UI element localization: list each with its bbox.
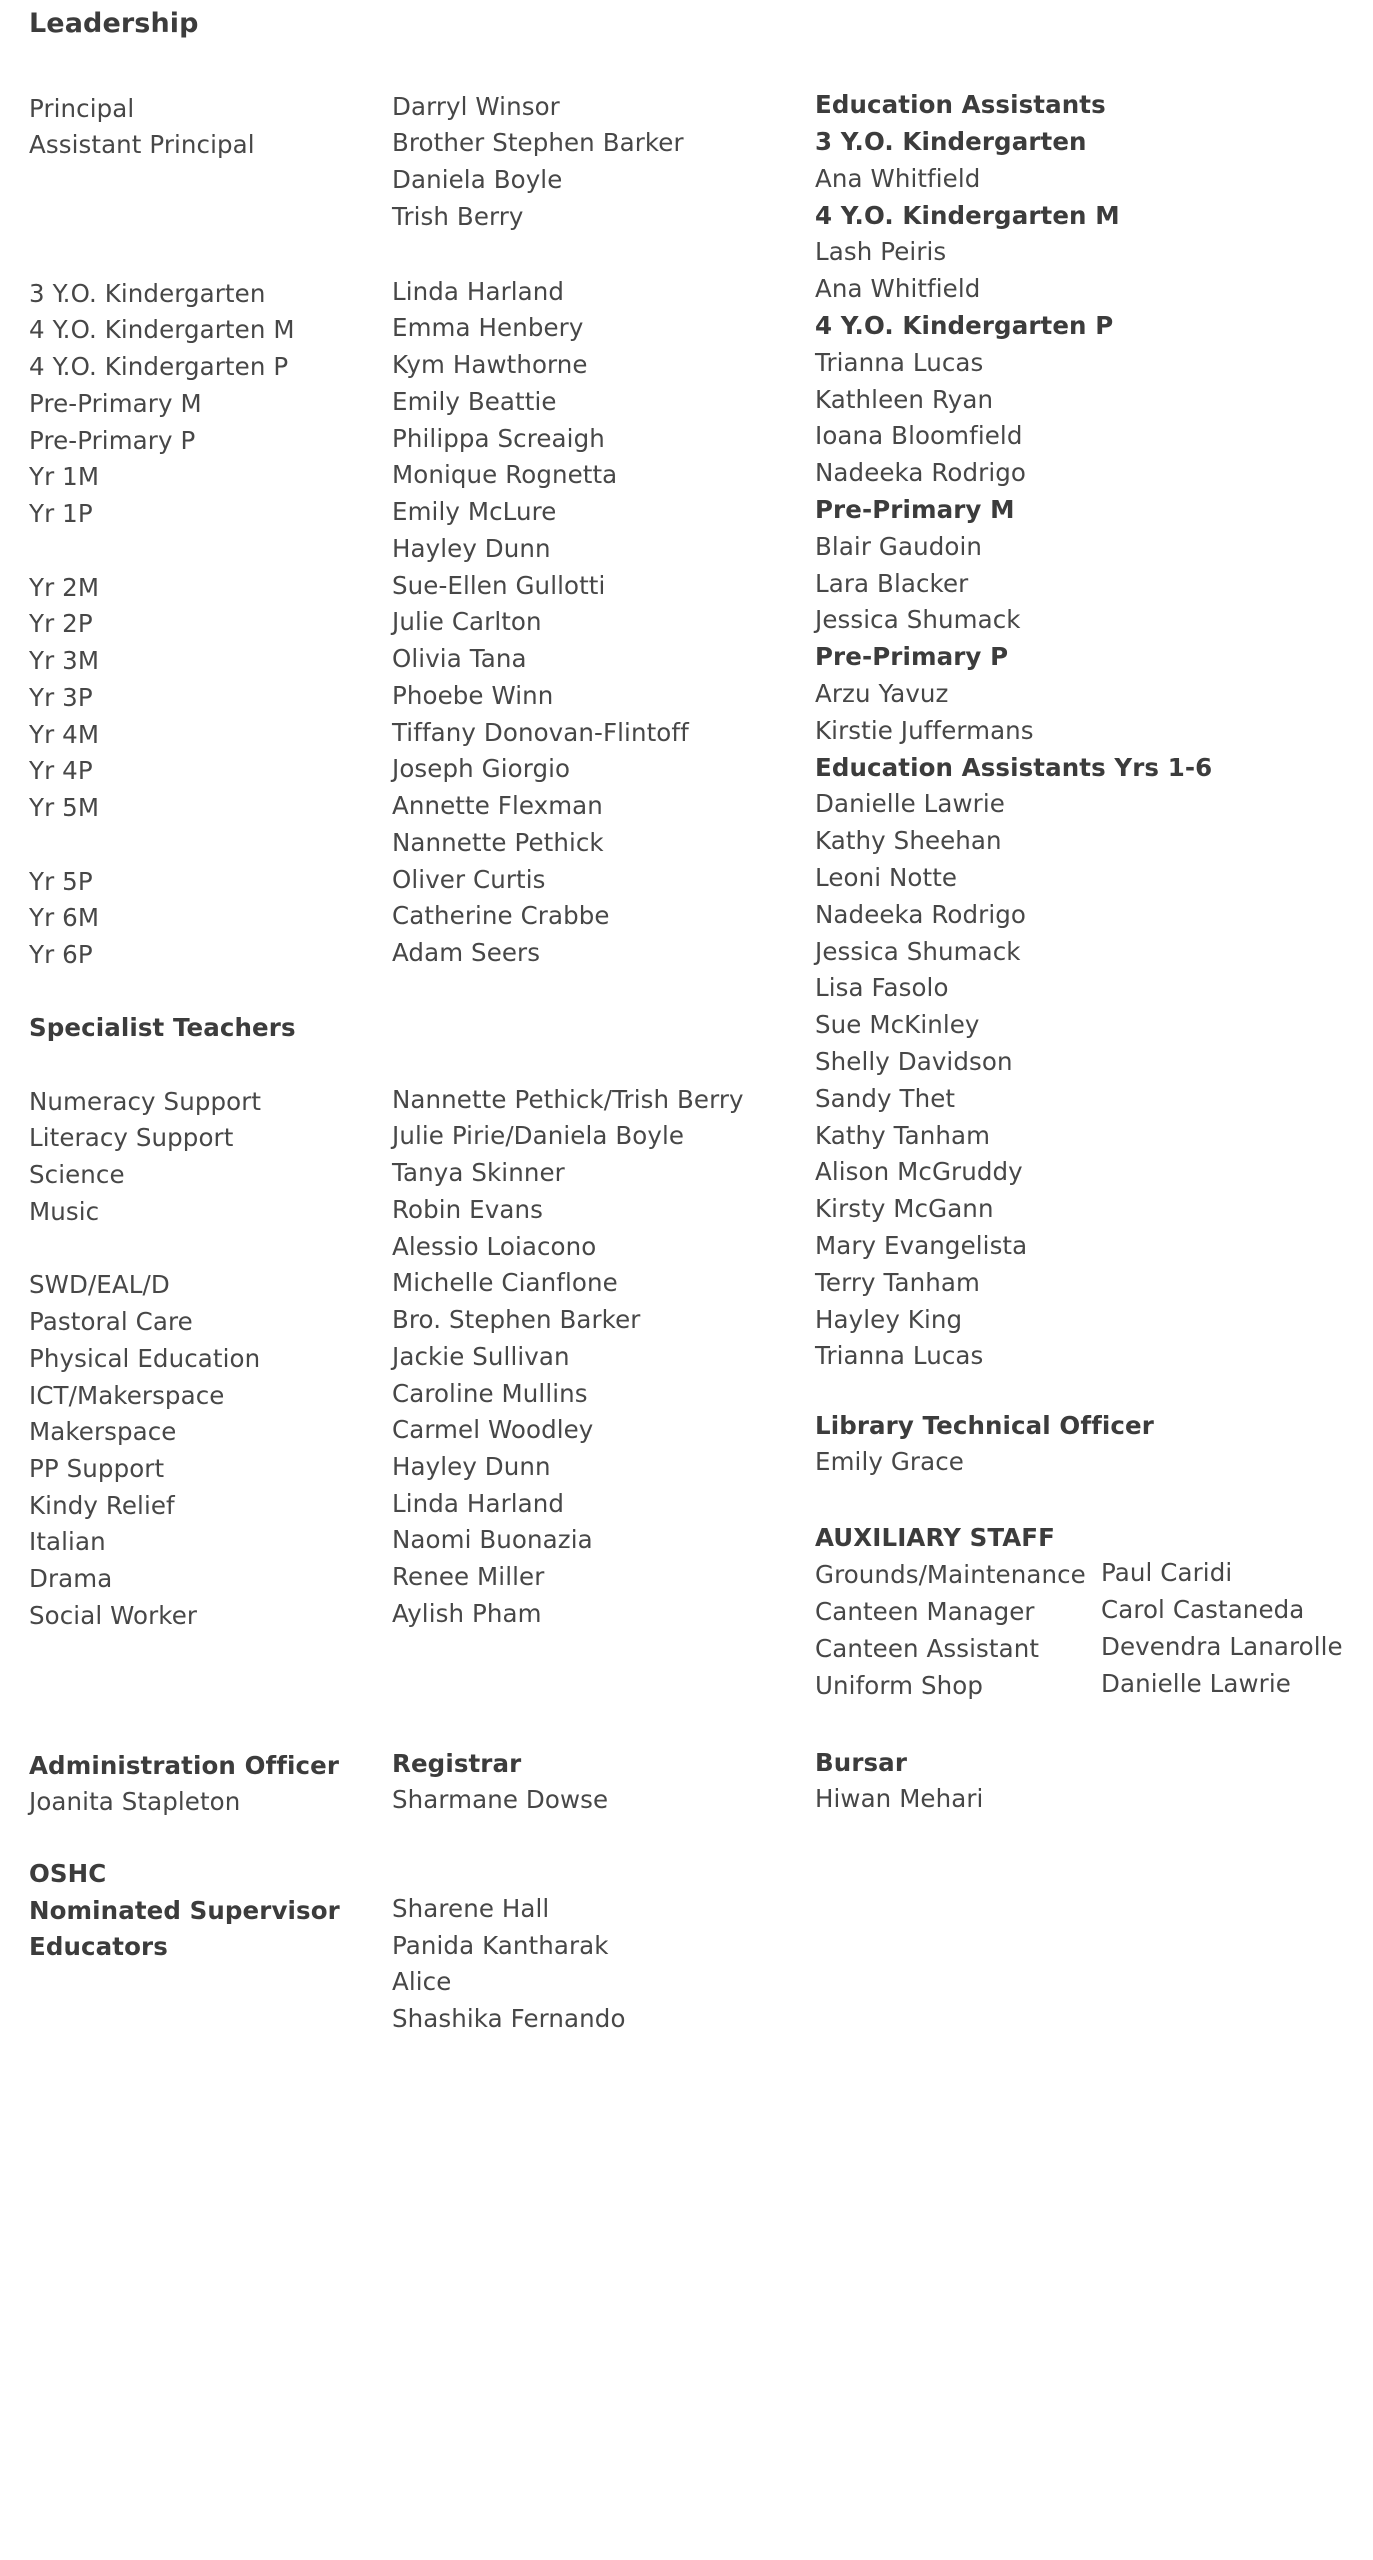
specialist-teacher: Jackie Sullivan — [392, 1342, 570, 1371]
auxiliary-role: Canteen Assistant — [815, 1634, 1040, 1663]
education-assistant-name: Mary Evangelista — [815, 1231, 1028, 1260]
specialist-subject: SWD/EAL/D — [29, 1270, 170, 1299]
specialist-teacher: Caroline Mullins — [392, 1379, 588, 1408]
library-heading: Library Technical Officer — [815, 1411, 1154, 1440]
oshc-educators-label: Educators — [29, 1932, 168, 1961]
class-teacher: Annette Flexman — [392, 791, 603, 820]
education-assistant-name: Trianna Lucas — [815, 348, 984, 377]
education-assistant-name: Ana Whitfield — [815, 274, 981, 303]
class-teacher: Monique Rognetta — [392, 460, 618, 489]
education-assistant-name: Alison McGruddy — [815, 1157, 1023, 1186]
class-label: Yr 3P — [29, 683, 93, 712]
oshc-name: Sharene Hall — [392, 1894, 550, 1923]
education-assistant-name: Kathleen Ryan — [815, 385, 994, 414]
library-officer-name: Emily Grace — [815, 1447, 964, 1476]
education-assistant-name: Shelly Davidson — [815, 1047, 1013, 1076]
education-assistants-heading: Education Assistants — [815, 90, 1106, 119]
class-label: 3 Y.O. Kindergarten — [29, 279, 266, 308]
education-assistant-name: Blair Gaudoin — [815, 532, 982, 561]
auxiliary-name: Devendra Lanarolle — [1101, 1632, 1343, 1661]
education-assistant-name: Jessica Shumack — [815, 605, 1021, 634]
class-label: 4 Y.O. Kindergarten M — [29, 315, 295, 344]
auxiliary-name: Carol Castaneda — [1101, 1595, 1305, 1624]
role-principal: Principal — [29, 94, 135, 123]
education-assistant-name: Sandy Thet — [815, 1084, 956, 1113]
oshc-name: Panida Kantharak — [392, 1931, 609, 1960]
specialist-teacher: Alessio Loiacono — [392, 1232, 597, 1261]
class-teacher: Adam Seers — [392, 938, 541, 967]
leadership-name: Darryl Winsor — [392, 92, 560, 121]
class-teacher: Oliver Curtis — [392, 865, 546, 894]
education-assistant-name: Lara Blacker — [815, 569, 969, 598]
oshc-heading: OSHC — [29, 1859, 107, 1888]
education-assistants-subheading: Education Assistants Yrs 1-6 — [815, 753, 1213, 782]
class-label: Yr 2M — [29, 573, 100, 602]
auxiliary-name: Danielle Lawrie — [1101, 1669, 1291, 1698]
oshc-name: Alice — [392, 1967, 452, 1996]
specialist-subject: Physical Education — [29, 1344, 261, 1373]
auxiliary-heading: AUXILIARY STAFF — [815, 1523, 1055, 1552]
bursar-name: Hiwan Mehari — [815, 1784, 984, 1813]
class-label: Pre-Primary M — [29, 389, 202, 418]
specialist-teacher: Tanya Skinner — [392, 1158, 565, 1187]
auxiliary-role: Grounds/Maintenance — [815, 1560, 1086, 1589]
specialist-teacher: Linda Harland — [392, 1489, 565, 1518]
admin-officer-name: Joanita Stapleton — [29, 1787, 241, 1816]
education-assistant-name: Leoni Notte — [815, 863, 958, 892]
specialist-teacher: Hayley Dunn — [392, 1452, 551, 1481]
education-assistants-subheading: Pre-Primary M — [815, 495, 1015, 524]
class-label: Yr 1P — [29, 499, 93, 528]
class-teacher: Joseph Giorgio — [392, 754, 571, 783]
education-assistants-subheading: 4 Y.O. Kindergarten M — [815, 201, 1120, 230]
role-assistant-principal: Assistant Principal — [29, 130, 255, 159]
specialist-heading: Specialist Teachers — [29, 1013, 296, 1042]
specialist-subject: ICT/Makerspace — [29, 1381, 225, 1410]
class-label: Yr 5P — [29, 867, 93, 896]
education-assistant-name: Nadeeka Rodrigo — [815, 458, 1026, 487]
specialist-subject: PP Support — [29, 1454, 165, 1483]
class-teacher: Emily McLure — [392, 497, 557, 526]
specialist-teacher: Robin Evans — [392, 1195, 543, 1224]
specialist-subject: Makerspace — [29, 1417, 177, 1446]
leadership-name: Brother Stephen Barker — [392, 128, 684, 157]
auxiliary-role: Uniform Shop — [815, 1671, 983, 1700]
auxiliary-name: Paul Caridi — [1101, 1558, 1233, 1587]
education-assistant-name: Kathy Sheehan — [815, 826, 1002, 855]
class-label: Pre-Primary P — [29, 426, 196, 455]
specialist-teacher: Aylish Pham — [392, 1599, 542, 1628]
class-label: Yr 6M — [29, 903, 100, 932]
class-teacher: Tiffany Donovan-Flintoff — [392, 718, 689, 747]
education-assistants-subheading: 3 Y.O. Kindergarten — [815, 127, 1087, 156]
specialist-teacher: Naomi Buonazia — [392, 1525, 593, 1554]
class-teacher: Nannette Pethick — [392, 828, 604, 857]
admin-officer-label: Administration Officer — [29, 1751, 340, 1780]
auxiliary-role: Canteen Manager — [815, 1597, 1035, 1626]
class-teacher: Philippa Screaigh — [392, 424, 605, 453]
education-assistant-name: Nadeeka Rodrigo — [815, 900, 1026, 929]
specialist-teacher: Carmel Woodley — [392, 1415, 594, 1444]
specialist-subject: Kindy Relief — [29, 1491, 175, 1520]
class-label: Yr 5M — [29, 793, 100, 822]
class-teacher: Emma Henbery — [392, 313, 584, 342]
specialist-subject: Literacy Support — [29, 1123, 234, 1152]
oshc-supervisor-label: Nominated Supervisor — [29, 1896, 340, 1925]
education-assistant-name: Kirstie Juffermans — [815, 716, 1034, 745]
class-label: Yr 6P — [29, 940, 93, 969]
class-teacher: Olivia Tana — [392, 644, 527, 673]
specialist-teacher: Bro. Stephen Barker — [392, 1305, 641, 1334]
specialist-subject: Italian — [29, 1527, 106, 1556]
class-label: 4 Y.O. Kindergarten P — [29, 352, 289, 381]
education-assistant-name: Jessica Shumack — [815, 937, 1021, 966]
class-label: Yr 4P — [29, 756, 93, 785]
specialist-teacher: Michelle Cianflone — [392, 1268, 618, 1297]
class-teacher: Phoebe Winn — [392, 681, 554, 710]
registrar-label: Registrar — [392, 1749, 522, 1778]
page-title: Leadership — [29, 8, 199, 39]
class-teacher: Kym Hawthorne — [392, 350, 588, 379]
education-assistant-name: Trianna Lucas — [815, 1341, 984, 1370]
specialist-subject: Drama — [29, 1564, 113, 1593]
specialist-subject: Science — [29, 1160, 125, 1189]
specialist-subject: Music — [29, 1197, 100, 1226]
bursar-label: Bursar — [815, 1748, 907, 1777]
specialist-subject: Social Worker — [29, 1601, 198, 1630]
education-assistant-name: Hayley King — [815, 1305, 963, 1334]
class-teacher: Emily Beattie — [392, 387, 557, 416]
specialist-teacher: Nannette Pethick/Trish Berry — [392, 1085, 744, 1114]
specialist-teacher: Renee Miller — [392, 1562, 545, 1591]
class-label: Yr 2P — [29, 609, 93, 638]
class-teacher: Catherine Crabbe — [392, 901, 610, 930]
specialist-subject: Numeracy Support — [29, 1087, 262, 1116]
education-assistants-subheading: 4 Y.O. Kindergarten P — [815, 311, 1114, 340]
education-assistant-name: Ioana Bloomfield — [815, 421, 1023, 450]
class-label: Yr 3M — [29, 646, 100, 675]
leadership-name: Trish Berry — [392, 202, 524, 231]
class-label: Yr 4M — [29, 720, 100, 749]
class-label: Yr 1M — [29, 462, 100, 491]
education-assistant-name: Terry Tanham — [815, 1268, 980, 1297]
specialist-teacher: Julie Pirie/Daniela Boyle — [392, 1121, 685, 1150]
education-assistant-name: Arzu Yavuz — [815, 679, 949, 708]
specialist-subject: Pastoral Care — [29, 1307, 193, 1336]
education-assistants-subheading: Pre-Primary P — [815, 642, 1009, 671]
education-assistant-name: Kathy Tanham — [815, 1121, 991, 1150]
education-assistant-name: Lash Peiris — [815, 237, 947, 266]
education-assistant-name: Ana Whitfield — [815, 164, 981, 193]
leadership-name: Daniela Boyle — [392, 165, 563, 194]
oshc-name: Shashika Fernando — [392, 2004, 626, 2033]
class-teacher: Julie Carlton — [392, 607, 542, 636]
class-teacher: Linda Harland — [392, 277, 565, 306]
education-assistant-name: Lisa Fasolo — [815, 973, 949, 1002]
education-assistant-name: Kirsty McGann — [815, 1194, 994, 1223]
education-assistant-name: Sue McKinley — [815, 1010, 980, 1039]
class-teacher: Sue-Ellen Gullotti — [392, 571, 606, 600]
class-teacher: Hayley Dunn — [392, 534, 551, 563]
registrar-name: Sharmane Dowse — [392, 1785, 609, 1814]
education-assistant-name: Danielle Lawrie — [815, 789, 1005, 818]
